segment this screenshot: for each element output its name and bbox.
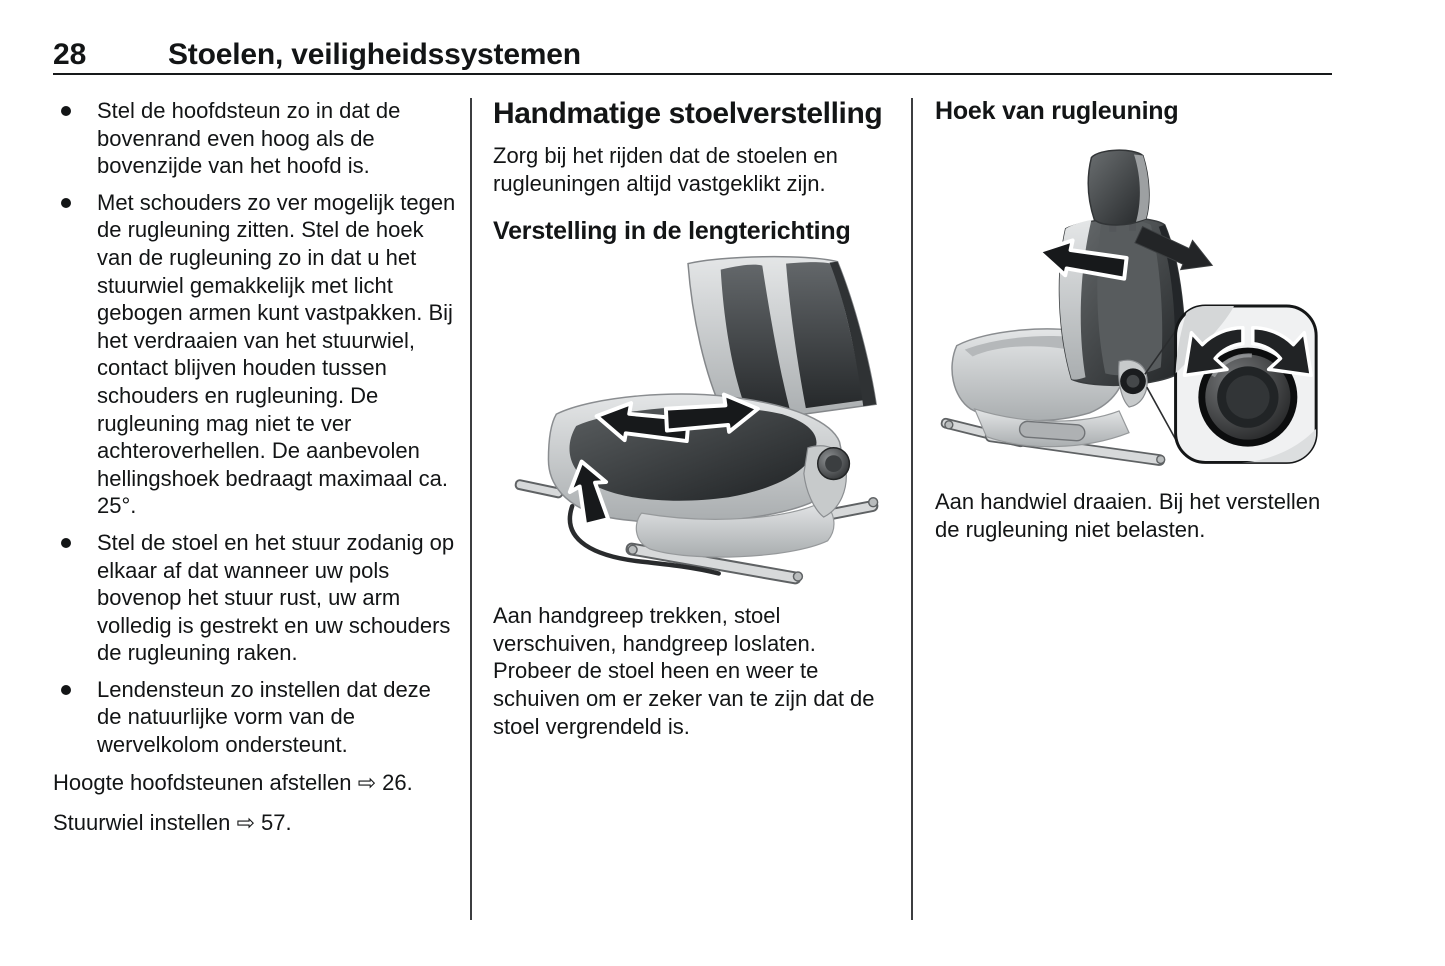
- handwheel-magnifier-inset: [1176, 306, 1317, 462]
- column-divider-right: [911, 98, 913, 920]
- list-item: [53, 676, 457, 759]
- cross-reference-page: 57.: [261, 810, 292, 836]
- intro-paragraph: Zorg bij het rijden dat de stoelen en rugleuningen altijd vastgeklikt zijn.: [493, 143, 838, 196]
- headrest: [1088, 150, 1149, 232]
- list-item: [53, 189, 457, 520]
- bullet-marker: [61, 198, 71, 208]
- cross-reference: [53, 809, 457, 838]
- list-item-text: Met schouders zo ver mogelijk tegen de rugleuning zitten. Stel de hoek van de rugleuning zo in dat u het stuurwiel gemakkelijk met licht gebogen armen kunt vastpakken. Bij het verdraaien van het stuurwiel, contact blijven houden tussen schouders en rugleuning. De rugleuning mag niet te ver achteroverhellen. De aanbevolen hellingshoek bedraagt maximaal ca. 25°.: [97, 189, 456, 519]
- subsection-heading: Hoek van rugleuning: [935, 97, 1179, 125]
- recline-handwheel: [1119, 360, 1148, 407]
- cross-reference-page: 26.: [382, 769, 413, 795]
- cross-reference: [53, 769, 457, 798]
- list-item: [53, 529, 457, 667]
- middle-column: [493, 97, 893, 740]
- page-ref-arrow-icon: ⇨: [357, 770, 377, 796]
- bullet-marker: [61, 106, 71, 116]
- right-column: [935, 97, 1335, 543]
- page-number: 28: [53, 38, 87, 71]
- seat-front-view-drawing: [493, 252, 889, 600]
- list-item-text: Lendensteun zo instellen dat deze de natuurlijke vorm van de wervelkolom ondersteunt.: [97, 676, 431, 758]
- recline-handwheel: [818, 448, 850, 480]
- column-divider-left: [470, 98, 472, 920]
- subsection-heading: Verstelling in de lengterichting: [493, 217, 851, 246]
- list-item: [53, 97, 457, 180]
- backrest-angle-illustration: [935, 134, 1335, 484]
- bullet-marker: [61, 538, 71, 548]
- header-rule: [53, 73, 1332, 75]
- instruction-paragraph: Aan handwiel draaien. Bij het verstellen de rugleuning niet belasten.: [935, 489, 1321, 542]
- left-column: [53, 97, 457, 838]
- bullet-marker: [61, 685, 71, 695]
- seat-lengthwise-adjustment-illustration: [493, 252, 893, 600]
- instruction-paragraph: Aan handgreep trekken, stoel verschuiven, handgreep loslaten. Probeer de stoel heen en weer te schuiven om er zeker van te zijn dat de stoel vergrendeld is.: [493, 603, 875, 739]
- section-heading: Handmatige stoelverstelling: [493, 97, 883, 130]
- seat-adjustment-list: [53, 97, 457, 759]
- list-item-text: Stel de hoofdsteun zo in dat de bovenrand even hoog als de bovenzijde van het hoofd is.: [97, 98, 401, 179]
- cross-reference-label: Stuurwiel instellen: [53, 810, 231, 836]
- list-item-text: Stel de stoel en het stuur zodanig op elkaar af dat wanneer uw pols bovenop het stuur rust, uw arm volledig is gestrekt en uw schouders de rugleuning raken.: [97, 529, 455, 666]
- cross-reference-label: Hoogte hoofdsteunen afstellen: [53, 769, 352, 795]
- page-ref-arrow-icon: ⇨: [236, 811, 255, 837]
- chapter-title: Stoelen, veiligheidssystemen: [168, 38, 581, 71]
- seat-side-view-drawing: [935, 134, 1331, 480]
